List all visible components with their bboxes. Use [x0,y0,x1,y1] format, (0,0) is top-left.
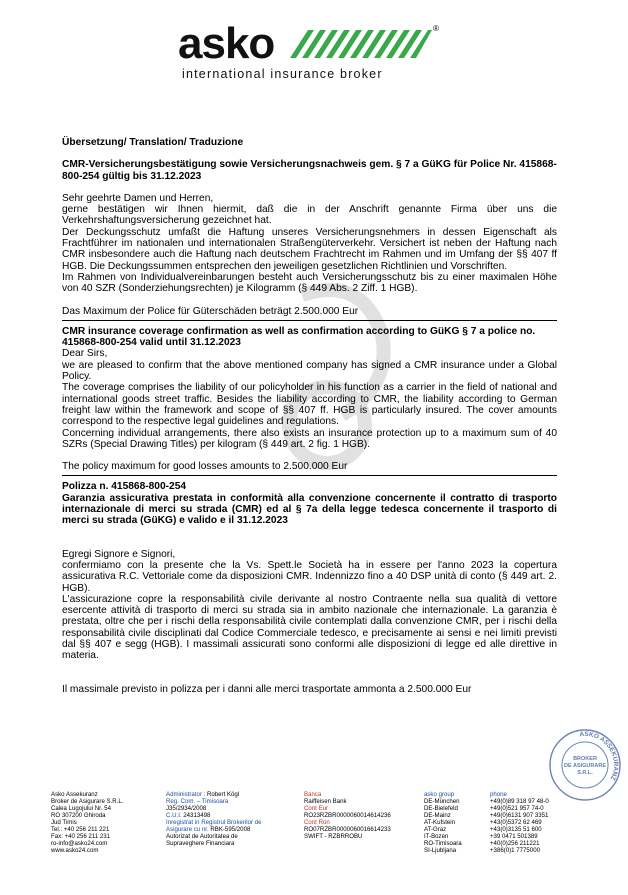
footer-office-phone: +43(0)5372 62 469 [490,819,542,827]
footer-office: SI-Ljubljana [424,847,457,855]
footer-office-phone: +49(0)89 318 97 48-0 [490,798,549,806]
document-body [62,137,557,695]
footer-office: IT-Bozen [424,833,449,841]
footer-office-phone: +43(0)3135 51 600 [490,826,542,834]
footer-admin-line: Reg. Com. – Timisoara [166,798,229,806]
footer-admin-line: Asigurare cu nr. RBK-595/2008 [166,826,251,834]
footer-company-line: Broker de Asigurare S.R.L. [51,798,124,806]
footer-admin-line: C.U.I. 24313498 [166,812,211,820]
english-paragraph-1: we are pleased to confirm that the above mentioned company has signed a CMR insurance under a Global Policy. [62,359,557,383]
english-salutation: Dear Sirs, [62,348,108,360]
footer-company-line: Asko Assekuranz [51,791,98,798]
footer-admin-line: Administrator : Robert Kögl [166,791,240,798]
stamp-line-1: BROKER [573,756,597,762]
section-divider [62,475,557,476]
italian-salutation: Egregi Signore e Signori, [62,548,176,560]
german-paragraph-2: Der Deckungsschutz umfaßt die Haftung unseres Versicherungsnehmers in dessen Eigenschaft als Frachtführer im nationalen und internationalen Straßengüterverkehr. Versichert ist neben der Haftung nach CMR insbesondere auch die Haftung nach deutschem Frachtrecht im Rahmen und im Umfang der §§ 407 ff HGB. Die Deckungssummen entsprechen den jeweiligen gesetzlichen Richtlinien und Vorschriften. [62,226,557,272]
footer-office-phone: +40(0)256 211221 [490,840,540,848]
footer-office: DE-München [424,798,460,806]
footer-website-link[interactable]: www.asko24.com [51,847,99,855]
footer-phone-line: Tel.: +40 256 211 221 [51,826,110,834]
footer-admin-line: J35/2934/2008 [166,805,207,813]
german-salutation: Sehr geehrte Damen und Herren, [62,192,214,204]
footer-admin-column [166,791,262,847]
footer-group-label: asko group [424,791,455,798]
logo-registered-mark: ® [433,24,439,33]
english-title: CMR insurance coverage confirmation as well as confirmation according to GüKG § 7 a police no. 415868-800-254 valid until 31.12.2023 [62,325,536,349]
footer-office: RO-Timisoara [424,840,462,848]
logo-tagline: international insurance broker [182,67,383,81]
footer-eur-account: RO23RZBR0000060014614236 [304,812,391,820]
footer-eur-account-label: Cont Eur [304,805,329,813]
footer-swift: SWIFT - RZBRROBU [304,833,363,841]
stamp-outer-text: ASKO ASSEKURANZ [579,730,620,782]
italian-title: Garanzia assicurativa prestata in conformità alla convenzione concernente il contratto di trasporto internazionale di merci su strada (CMR) ed al § 7a della legge tedesca concernente il trasporto di merci su strada (GüKG) e valido e il 31.12.2023 [62,492,557,527]
footer-company-column [51,791,123,854]
stamp-line-3: S.R.L. [577,770,593,776]
footer-bank-column [304,791,391,840]
footer-phone-label: phone [490,791,507,798]
stamp-line-2: DE ASIGURARE [564,763,606,769]
footer-bank-label: Banca [304,791,322,798]
section-divider [62,320,557,321]
italian-paragraph-1: confermiamo con la presente che la Vs. Spett.le Società ha in essere per l'anno 2023 la copertura assicurativa R.C. Vettoriale come da disposizioni CMR. Indennizzo fino a 40 DSP unità di conto (§ 449 art. 2. HGB). [62,559,557,594]
german-maximum: Das Maximum der Police für Güterschäden beträgt 2.500.000 Eur [62,305,359,317]
footer-office-phone: +49(0)521 957 74-0 [490,805,544,813]
footer-company-line: Calea Lugojului Nr. 54 [51,805,111,813]
footer-office: DE-Bielefeld [424,805,458,813]
german-paragraph-1: gerne bestätigen wir Ihnen hiermit, daß die in der Anschrift genannte Firma über uns die Verkehrshaftungsversicherung gezeichnet hat. [62,204,557,227]
german-title: CMR-Versicherungsbestätigung sowie Versicherungsnachweis gem. § 7 a GüKG für Police Nr. 415868-800-254 gültig bis 31.12.2023 [62,159,557,182]
english-paragraph-3: Concerning individual arrangements, there also exists an insurance protection up to a maximum sum of 40 SZRs (Special Drawing Titles) per kilogram (§ 449 art. 2 fig. 1 HGB). [62,427,557,450]
footer-office-phone: +49(0)6131 907 3351 [490,812,549,820]
footer-office-phone: +386(0)1 7775000 [490,847,540,855]
footer-fax-line: Fax: +40 256 211 231 [51,833,111,841]
translation-label: Übersetzung/ Translation/ Traduzione [62,137,244,148]
german-paragraph-3: Im Rahmen von Individualvereinbarungen besteht auch Versicherungsschutz bis zu einer maximalen Höhe von 40 SZR (Sonderziehungsrechten) je Kilogramm (§ 449 Abs. 2 Ziff. 1 HGB). [62,271,557,295]
footer-bank-name: Raiffeisen Bank [304,798,347,806]
italian-policy-number: Polizza n. 415868-800-254 [62,481,187,493]
italian-paragraph-2: L'assicurazione copre la responsabilità civile derivante al nostro Contraente nella sua qualità di vettore esercente attività di trasporto di merci su strada sia in ambito nazionale che internazionale. La garanzia è prestata, oltre che per i rischi della responsabilità civile contemplati dalla convenzione CMR, per i rischi della responsabilità civile disciplinati dal Codice Commerciale tedesco, e precisamente ai sensi e nei limiti previsti dal §§ 407 e segg (HGB). I massimali assicurati sono conformi alle disposizioni di legge ed alle direttive in materia. [62,593,557,662]
company-stamp-icon [548,728,622,802]
asko-logo [178,19,448,84]
footer-ron-account: RO07RZBR0000060016614233 [304,826,391,834]
footer-office: DE-Mainz [424,812,451,820]
footer-offices-column [424,791,462,854]
footer-admin-line: Inregistrat in Registrul Brokerilor de [166,819,262,827]
footer-admin-line: Supraveghere Financiara [166,840,235,848]
footer-phones-column [490,791,549,854]
footer-office-phone: +39 0471 501389 [490,833,538,841]
footer-email-link[interactable]: ro-info@asko24.com [51,840,108,848]
logo-wordmark: asko [178,19,275,68]
italian-maximum: Il massimale previsto in polizza per i danni alle merci trasportate ammonta a 2.500.000 Eur [62,683,472,695]
footer-ron-account-label: Cont Ron [304,819,330,827]
logo-stripes-icon [290,30,432,58]
english-maximum: The policy maximum for good losses amounts to 2.500.000 Eur [62,461,348,473]
footer-office: AT-Graz [424,826,447,834]
footer-office: AT-Kufstein [424,819,456,827]
footer-company-line: RO 307200 Ghiroda [51,812,106,820]
english-paragraph-2: The coverage comprises the liability of our policyholder in his function as a carrier in the field of national and international goods street traffic. Besides the liability according to CMR, the liability according to German freight law within the framework and scope of §§ 407 ff. HGB is particularly insured. The cover amounts correspond to the respective legal guidelines and regulations. [62,382,557,428]
footer-company-line: Jud Timis [51,819,77,827]
footer-admin-line: Autorizat de Autoritatea de [166,833,238,841]
